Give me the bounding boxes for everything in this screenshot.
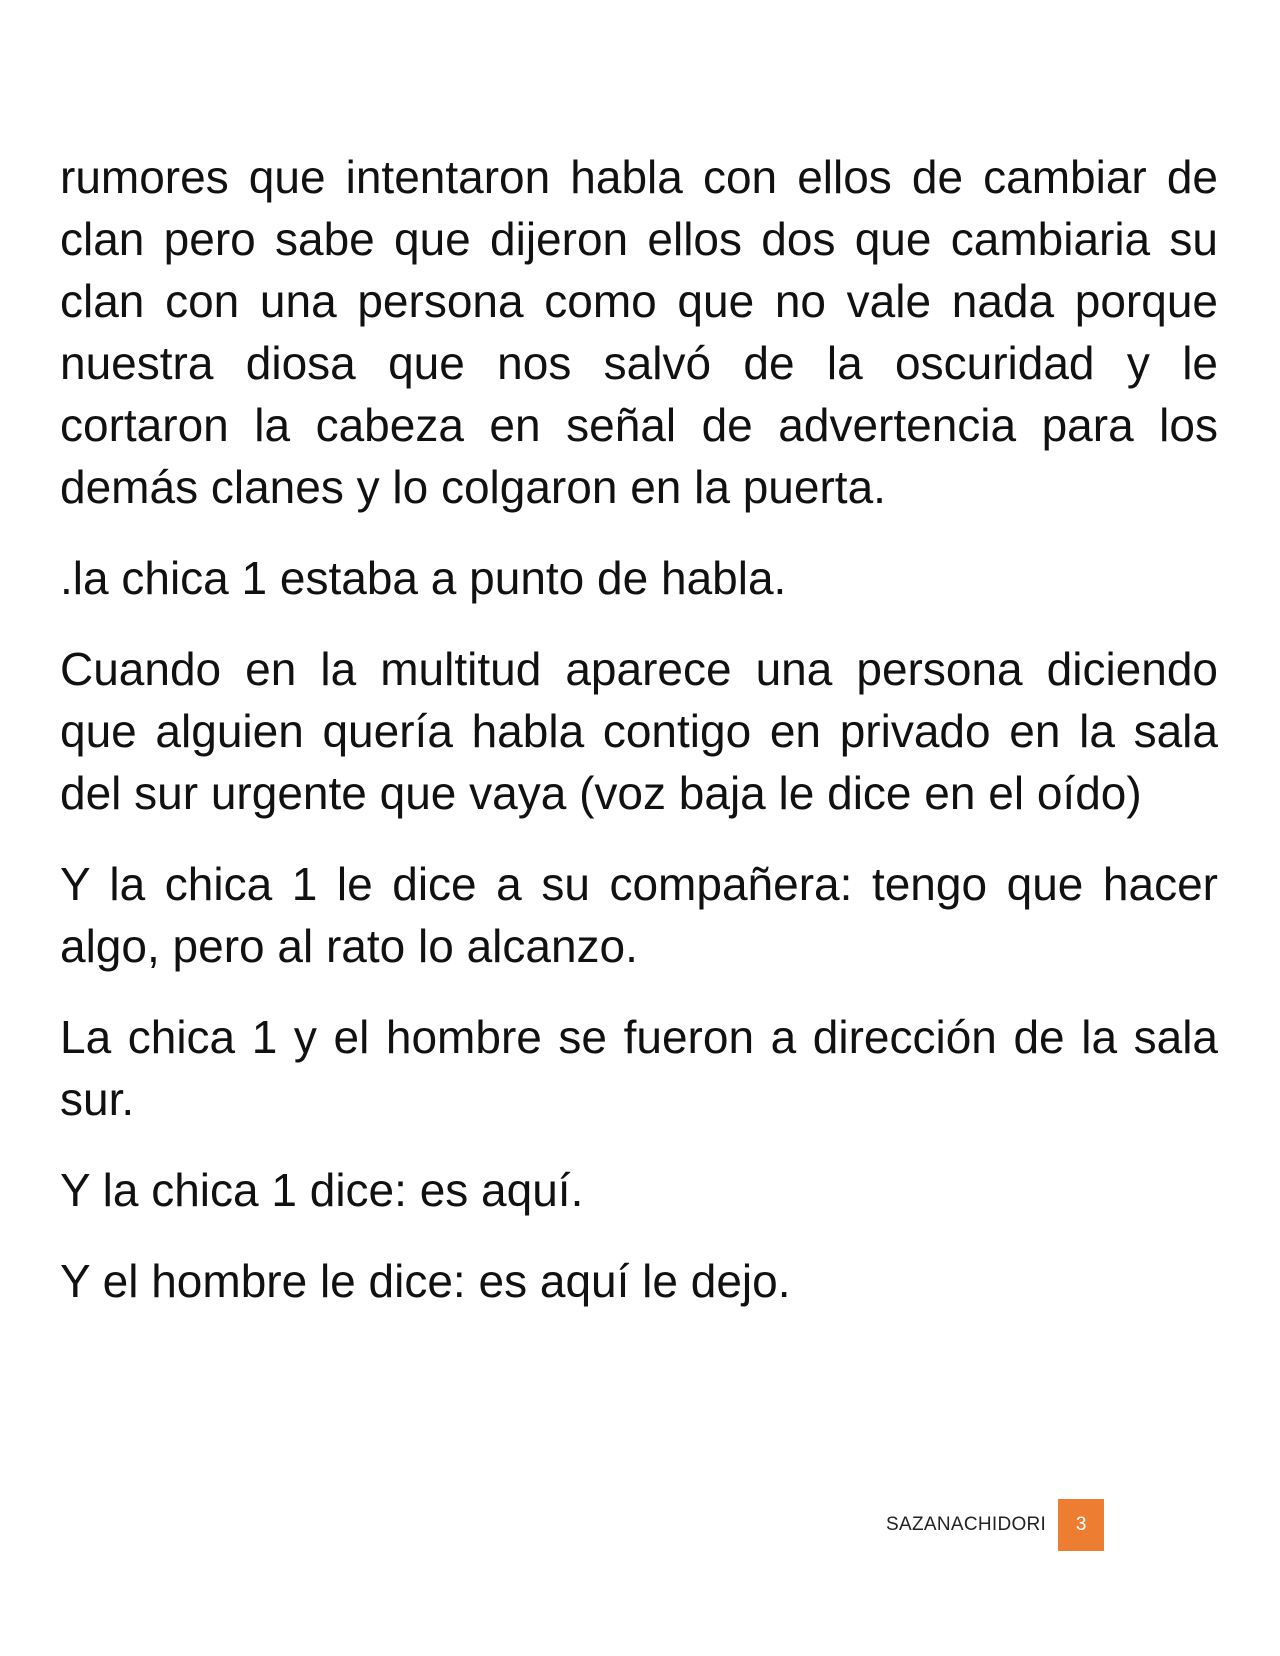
page-number-badge: 3 [1058,1499,1104,1551]
paragraph: Cuando en la multitud aparece una persona diciendo que alguien quería habla contigo en privado en la sala del sur urgente que vaya (voz baja le dice en el oído) [60,643,1218,819]
page-footer [886,1499,1104,1551]
footer-author-label: SAZANACHIDORI [886,1514,1047,1535]
paragraph: Y la chica 1 le dice a su compañera: tengo que hacer algo, pero al rato lo alcanzo. [60,858,1218,972]
paragraph: Y la chica 1 dice: es aquí. [60,1164,584,1216]
paragraph: .la chica 1 estaba a punto de habla. [60,552,787,604]
paragraph: Y el hombre le dice: es aquí le dejo. [60,1255,791,1307]
paragraph: rumores que intentaron habla con ellos de cambiar de clan pero sabe que dijeron ellos dos que cambiaria su clan con una persona como que no vale nada porque nuestra diosa que nos salvó de la oscuridad y le cortaron la cabeza en señal de advertencia para los demás clanes y lo colgaron en la puerta. [60,151,1218,513]
paragraph: La chica 1 y el hombre se fueron a dirección de la sala sur. [60,1011,1218,1125]
page-body [60,146,1218,1341]
